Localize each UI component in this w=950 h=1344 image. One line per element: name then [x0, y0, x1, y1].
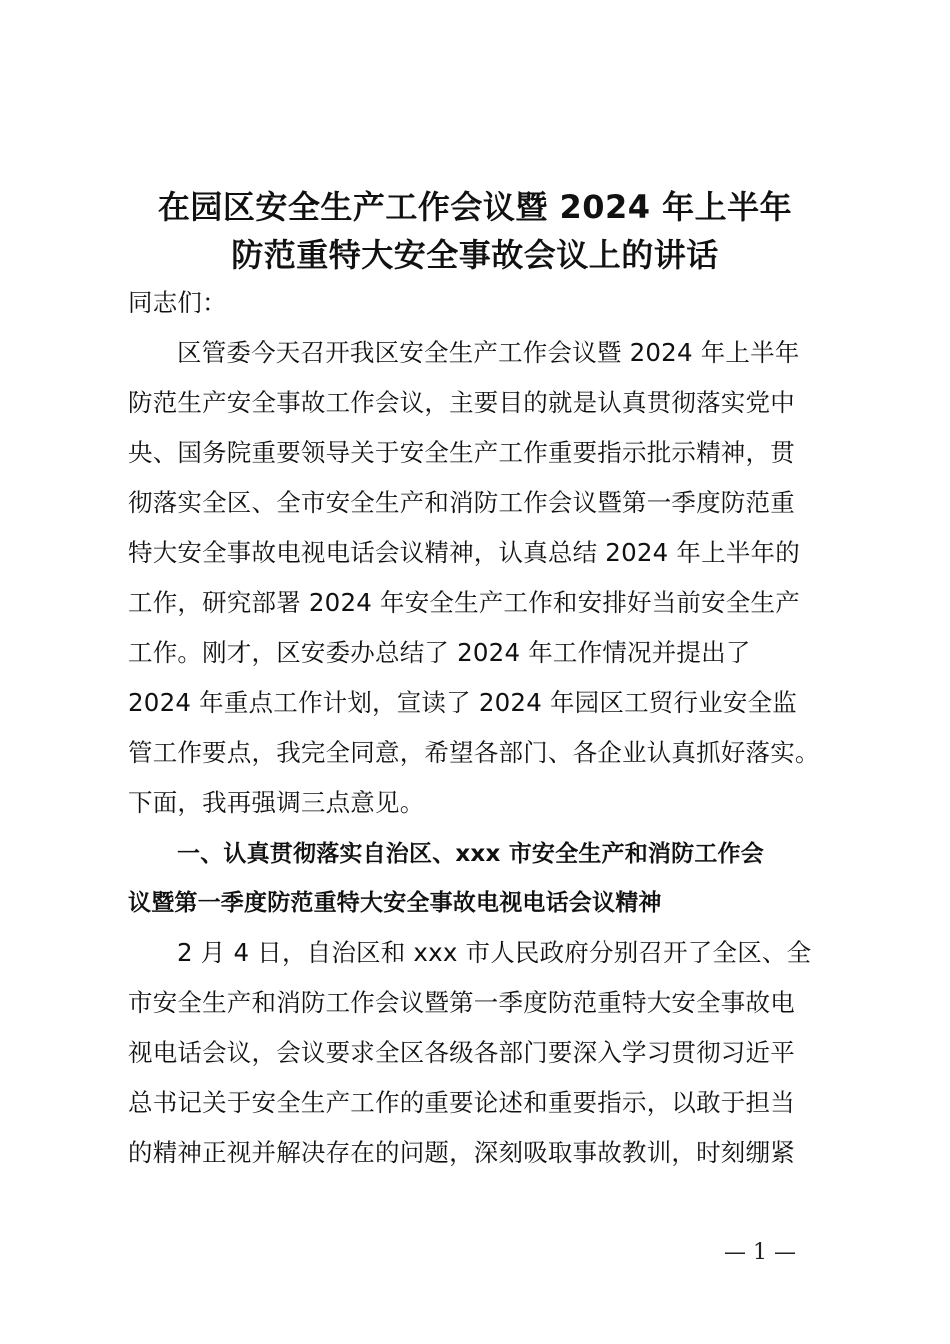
section-heading-line-1: 一、认真贯彻落实自治区、xxx 市安全生产和消防工作会 [177, 841, 764, 867]
salutation: 同志们： [128, 288, 227, 317]
body-line: 的精神正视并解决存在的问题，深刻吸取事故教训，时刻绷紧 [128, 1138, 795, 1167]
body-line: 2024 年重点工作计划，宣读了 2024 年园区工贸行业安全监 [128, 688, 797, 717]
body-line: 视电话会议，会议要求全区各级各部门要深入学习贯彻习近平 [128, 1038, 795, 1067]
body-line: 市安全生产和消防工作会议暨第一季度防范重特大安全事故电 [128, 988, 795, 1017]
body-line: 央、国务院重要领导关于安全生产工作重要指示批示精神，贯 [128, 438, 795, 467]
body-line: 总书记关于安全生产工作的重要论述和重要指示，以敢于担当 [128, 1088, 795, 1117]
body-line: 彻落实全区、全市安全生产和消防工作会议暨第一季度防范重 [128, 488, 795, 517]
page-number: — 1 — [724, 1240, 796, 1265]
document-title-line-1: 在园区安全生产工作会议暨 2024 年上半年 [157, 188, 793, 226]
document-title-line-2: 防范重特大安全事故会议上的讲话 [231, 236, 719, 274]
body-line: 特大安全事故电视电话会议精神，认真总结 2024 年上半年的 [128, 538, 800, 567]
body-line: 下面，我再强调三点意见。 [128, 788, 425, 817]
body-line: 管工作要点，我完全同意，希望各部门、各企业认真抓好落实。 [128, 738, 820, 767]
body-line: 区管委今天召开我区安全生产工作会议暨 2024 年上半年 [177, 338, 800, 367]
body-line: 工作。刚才，区安委办总结了 2024 年工作情况并提出了 [128, 638, 751, 667]
body-line: 防范生产安全事故工作会议，主要目的就是认真贯彻落实党中 [128, 388, 795, 417]
body-line: 2 月 4 日，自治区和 xxx 市人民政府分别召开了全区、全 [177, 938, 812, 967]
body-line: 工作，研究部署 2024 年安全生产工作和安排好当前安全生产 [128, 588, 800, 617]
section-heading-line-2: 议暨第一季度防范重特大安全事故电视电话会议精神 [128, 890, 662, 916]
